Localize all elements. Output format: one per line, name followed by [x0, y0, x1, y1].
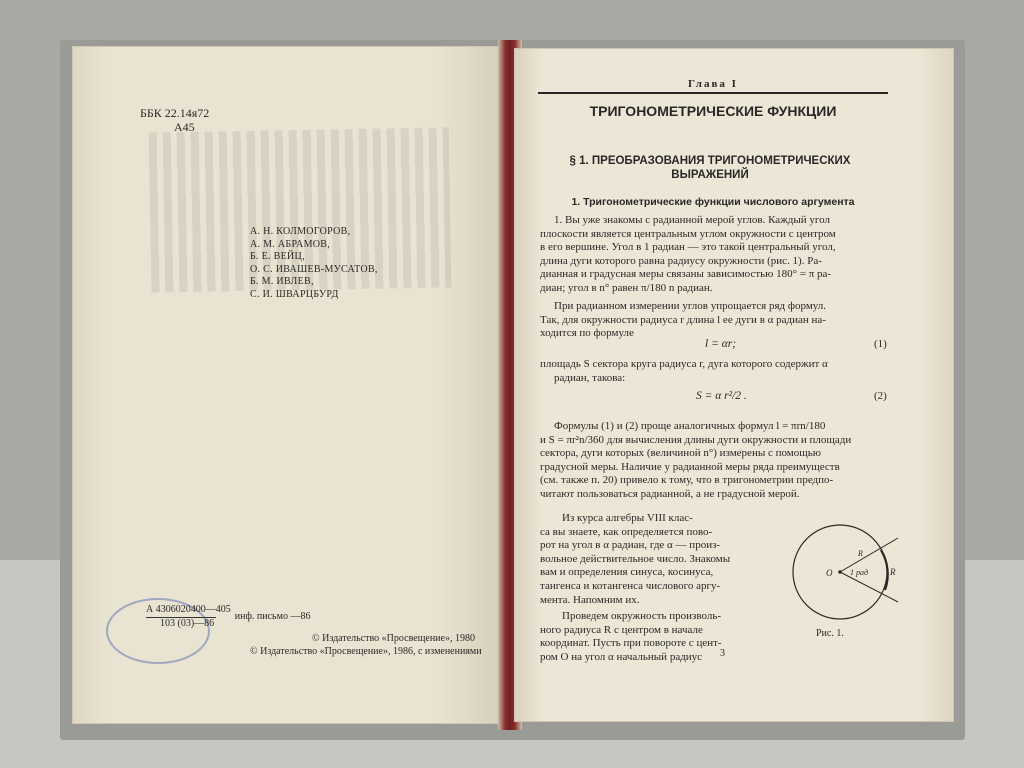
chapter-title: ТРИГОНОМЕТРИЧЕСКИЕ ФУНКЦИИ	[589, 103, 837, 119]
book-code: А45	[174, 120, 195, 134]
bbk-text: ББК 22.14я72	[140, 106, 210, 120]
paragraph	[540, 214, 890, 296]
paragraph	[540, 610, 770, 664]
text-line: При радианном измерении углов упрощается ряд формул.	[554, 300, 827, 312]
equation-number: (2)	[874, 390, 887, 402]
copyright-line: © Издательство «Просвещение», 1986, с изменениями	[250, 646, 482, 657]
text-line: ходится по формуле	[540, 327, 634, 340]
text-line: в его вершине. Угол в 1 радиан — это такой центральный угол,	[540, 241, 836, 254]
equation-2: S = α r²/2 .	[696, 390, 747, 402]
chapter-label: Глава I	[688, 78, 738, 90]
authors-list	[250, 226, 378, 301]
equation-number: (1)	[874, 338, 887, 350]
section-line: ВЫРАЖЕНИЙ	[671, 169, 749, 181]
text-line: градусной меры. Наличие у радианной меры ряда преимуществ	[540, 460, 840, 473]
text-line: 1. Вы уже знакомы с радианной мерой углов. Каждый угол	[554, 214, 830, 226]
text-line: координат. Пусть при повороте с цент-	[540, 637, 722, 650]
author: Б. М. ИВЛЕВ,	[250, 276, 314, 287]
text-line: Формулы (1) и (2) проще аналогичных формул l = πrn/180	[554, 420, 826, 432]
text-line: плоскости является центральным углом окружности с центром	[540, 227, 836, 240]
subsection-heading: 1. Тригонометрические функции числового аргумента	[571, 196, 855, 208]
section-line: § 1. ПРЕОБРАЗОВАНИЯ ТРИГОНОМЕТРИЧЕСКИХ	[569, 155, 851, 167]
bbk-code	[140, 106, 209, 134]
text-line: тангенса и котангенса числового аргу-	[540, 579, 721, 592]
text-line: дианная и градусная меры связаны зависимостью 180° = π ра-	[540, 268, 832, 281]
paragraph	[540, 300, 890, 341]
angle-label: 1 рад	[850, 568, 869, 577]
copyright-block	[250, 632, 482, 658]
paragraph	[540, 358, 890, 385]
text-line: вам и определения синуса, косинуса,	[540, 566, 714, 579]
text-line: длина дуги которого равна радиусу окружности (рис. 1). Ра-	[540, 254, 822, 267]
author: А. Н. КОЛМОГОРОВ,	[250, 226, 351, 237]
paragraph	[540, 512, 770, 607]
figure-caption: Рис. 1.	[816, 628, 844, 639]
text-line: ного радиуса R с центром в начале	[540, 623, 703, 636]
publication-code	[146, 604, 310, 630]
text-line: ром O на угол α начальный радиус	[540, 650, 703, 663]
arc-label: R	[890, 567, 896, 577]
paragraph	[540, 420, 892, 502]
center-point	[838, 570, 842, 574]
inf-numerator: А 4306020400—405	[146, 604, 231, 615]
inf-denominator: 103 (03)—86	[160, 618, 215, 629]
text-line: Проведем окружность произволь-	[562, 610, 722, 622]
author: О. С. ИВАШЕВ-МУСАТОВ,	[250, 263, 378, 275]
text-line: вольное действительное число. Знакомы	[540, 552, 731, 565]
text-line: (см. также п. 20) привело к тому, что в тригонометрии предпо-	[540, 474, 834, 487]
radian-figure	[780, 520, 905, 625]
radius-label: R	[858, 549, 863, 558]
author: С. И. ШВАРЦБУРД	[250, 288, 339, 300]
text-line: читают пользоваться радианной, а не градусной мерой.	[540, 487, 800, 500]
author: Б. Е. ВЕЙЦ,	[250, 251, 305, 262]
text-line: мента. Напомним их.	[540, 593, 640, 606]
section-heading	[545, 154, 875, 182]
text-line: са вы знаете, как определяется пово-	[540, 525, 713, 538]
copyright-line: © Издательство «Просвещение», 1980	[312, 633, 475, 644]
center-label: O	[826, 568, 833, 578]
text-line: рот на угол в α радиан, где α — произ-	[540, 539, 721, 552]
inf-suffix: инф. письмо —86	[234, 611, 311, 622]
author: А. М. АБРАМОВ,	[250, 238, 331, 250]
text-line: радиан, такова:	[554, 371, 626, 384]
text-line: площадь S сектора круга радиуса r, дуга которого содержит α	[540, 358, 828, 370]
text-line: Из курса алгебры VIII клас-	[562, 512, 693, 524]
text-line: сектора, дуги которых (величиной n°) измерены с помощью	[540, 447, 821, 460]
text-line: Так, для окружности радиуса r длина l ее дуги в α радиан на-	[540, 313, 826, 326]
text-line: диан; угол в n° равен π/180 n радиан.	[540, 281, 713, 294]
arc-segment	[881, 550, 888, 590]
page-number: 3	[720, 648, 725, 659]
text-line: и S = πr²n/360 для вычисления длины дуги окружности и площади	[540, 433, 852, 446]
equation-1: l = αr;	[705, 338, 737, 350]
chapter-rule	[538, 92, 888, 94]
